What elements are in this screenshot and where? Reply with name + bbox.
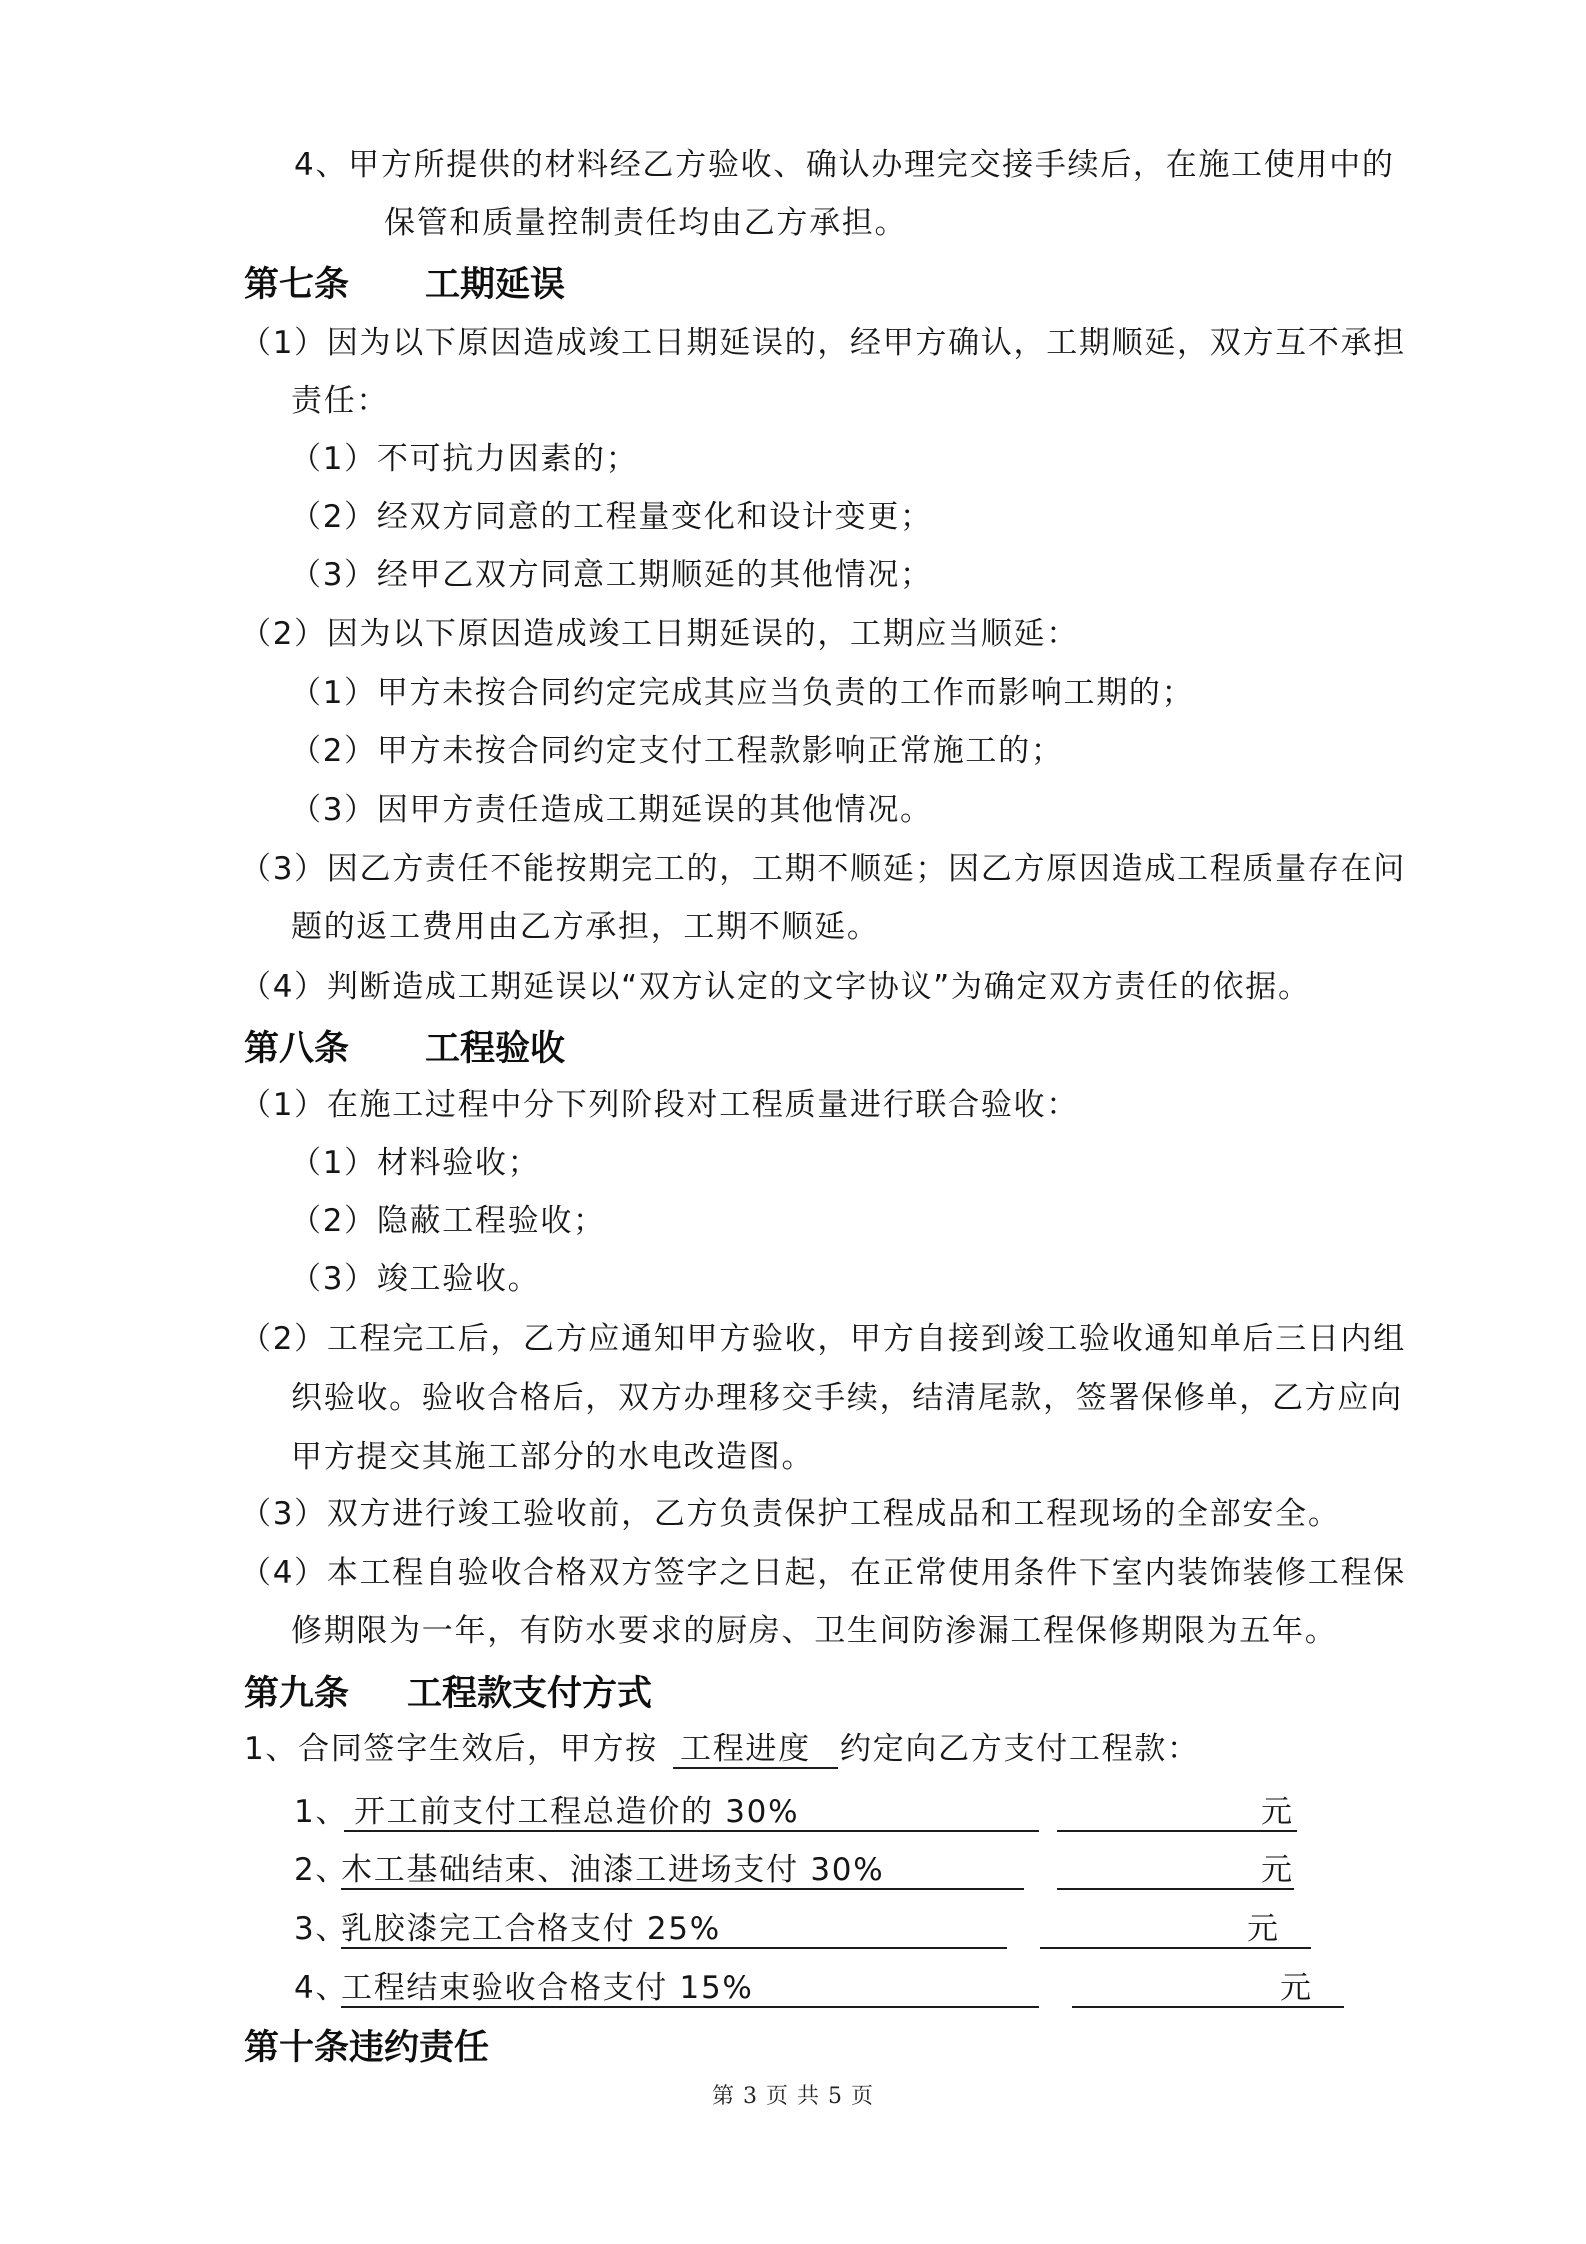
payment-description-underline xyxy=(341,1947,1007,1949)
payment-description: 开工前支付工程总造价的 30% xyxy=(354,1794,800,1830)
art7-clause4-line1: （4）判断造成工期延误以“双方认定的文字协议”为确定双方责任的依据。 xyxy=(240,969,1311,1005)
payment-unit: 元 xyxy=(1261,1794,1294,1830)
payment-description: 乳胶漆完工合格支付 25% xyxy=(341,1911,721,1947)
payment-number: 2、 xyxy=(294,1852,349,1888)
art8-clause1-item1: （1）材料验收； xyxy=(290,1145,541,1181)
art7-clause1-item3: （3）经甲乙双方同意工期顺延的其他情况； xyxy=(290,557,933,593)
art7-clause1-line1: （1）因为以下原因造成竣工日期延误的，经甲方确认，工期顺延，双方互不承担 xyxy=(240,325,1406,361)
payment-unit: 元 xyxy=(1280,1970,1313,2006)
art7-clause3-line1: （3）因乙方责任不能按期完工的，工期不顺延；因乙方原因造成工程质量存在问 xyxy=(240,851,1406,887)
payment-description: 工程结束验收合格支付 15% xyxy=(341,1970,754,2006)
art7-clause2-item1: （1）甲方未按合同约定完成其应当负责的工作而影响工期的； xyxy=(290,675,1195,711)
payment-row xyxy=(0,1909,1586,1953)
art8-clause2-line3: 甲方提交其施工部分的水电改造图。 xyxy=(291,1439,815,1475)
art7-clause2-item2: （2）甲方未按合同约定支付工程款影响正常施工的； xyxy=(290,733,1064,769)
art8-clause1-line1: （1）在施工过程中分下列阶段对工程质量进行联合验收： xyxy=(240,1087,1079,1123)
art8-clause2-line1: （2）工程完工后，乙方应通知甲方验收，甲方自接到竣工验收通知单后三日内组 xyxy=(240,1321,1406,1357)
art8-clause1-item2: （2）隐蔽工程验收； xyxy=(290,1203,606,1239)
art8-clause4-line2: 修期限为一年，有防水要求的厨房、卫生间防渗漏工程保修期限为五年。 xyxy=(291,1613,1338,1649)
art7-clause3-line2: 题的返工费用由乙方承担，工期不顺延。 xyxy=(291,909,880,945)
art6-item4-line1: 4、甲方所提供的材料经乙方验收、确认办理完交接手续后，在施工使用中的 xyxy=(294,147,1395,183)
art8-clause4-line1: （4）本工程自验收合格双方签字之日起，在正常使用条件下室内装饰装修工程保 xyxy=(240,1555,1406,1591)
article-7-title: 工期延误 xyxy=(425,265,566,305)
payment-number: 1、 xyxy=(294,1794,349,1830)
payment-description-underline xyxy=(341,1888,1024,1890)
payment-amount-blank xyxy=(1057,1888,1294,1890)
payment-description-underline xyxy=(341,2006,1039,2008)
art7-clause1-item1: （1）不可抗力因素的； xyxy=(290,441,639,477)
art8-clause3-line1: （3）双方进行竣工验收前，乙方负责保护工程成品和工程现场的全部安全。 xyxy=(240,1496,1341,1532)
art7-clause1-line2: 责任： xyxy=(291,383,390,419)
payment-description-underline xyxy=(344,1830,1039,1832)
art7-clause2-item3: （3）因甲方责任造成工期延误的其他情况。 xyxy=(290,792,933,828)
page-footer: 第 3 页 共 5 页 xyxy=(712,2084,873,2109)
art9-intro-suffix: 约定向乙方支付工程款： xyxy=(840,1731,1200,1767)
article-9-title: 工程款支付方式 xyxy=(407,1674,653,1714)
payment-row xyxy=(0,1850,1586,1894)
art7-clause1-item2: （2）经双方同意的工程量变化和设计变更； xyxy=(290,499,933,535)
payment-number: 3、 xyxy=(294,1911,349,1947)
art9-payment-basis: 工程进度 xyxy=(680,1731,811,1767)
payment-row xyxy=(0,1968,1586,2012)
art8-clause2-line2: 织验收。验收合格后，双方办理移交手续，结清尾款，签署保修单，乙方应向 xyxy=(291,1380,1403,1416)
art8-clause1-item3: （3）竣工验收。 xyxy=(290,1261,541,1297)
art7-clause2-line1: （2）因为以下原因造成竣工日期延误的，工期应当顺延： xyxy=(240,616,1079,652)
art9-intro-prefix: 1、合同签字生效后，甲方按 xyxy=(244,1731,658,1767)
article-10-heading: 第十条违约责任 xyxy=(244,2028,490,2068)
article-8-title: 工程验收 xyxy=(425,1029,566,1069)
payment-unit: 元 xyxy=(1261,1852,1294,1888)
art6-item4-line2: 保管和质量控制责任均由乙方承担。 xyxy=(384,205,908,241)
payment-unit: 元 xyxy=(1247,1911,1280,1947)
article-7-number: 第七条 xyxy=(244,265,350,305)
art9-intro-line xyxy=(0,1729,1586,1773)
article-9-number: 第九条 xyxy=(244,1674,350,1714)
payment-description: 木工基础结束、油漆工进场支付 30% xyxy=(341,1852,885,1888)
payment-basis-underline xyxy=(673,1767,838,1769)
payment-row xyxy=(0,1792,1586,1836)
payment-number: 4、 xyxy=(294,1970,349,2006)
article-8-number: 第八条 xyxy=(244,1029,350,1069)
